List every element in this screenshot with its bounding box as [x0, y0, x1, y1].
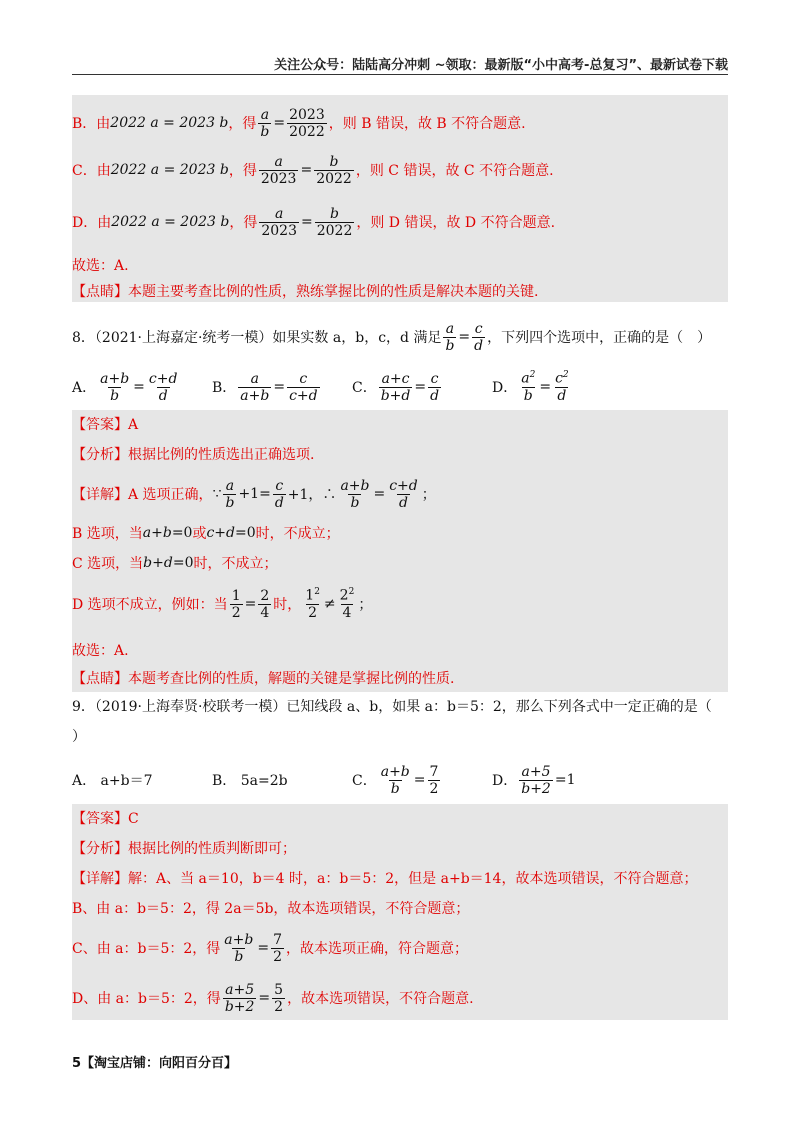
- header-rule: [72, 74, 728, 75]
- q9-d-line: D、由 a：b＝5：2，得 $\frac{a+5}{b+2}$ = $\frac{5}{2}$ ，故本选项错误，不符合题意.: [72, 981, 474, 1015]
- q8-stem: 8．（2021·上海嘉定·统考一模）如果实数 a，b，c，d 满足 $\frac{a}{b}$ = $\frac{c}{d}$ ，下列四个选项中，正确的是（ ）: [72, 320, 712, 354]
- q8-analysis: 【分析】根据比例的性质选出正确选项.: [72, 447, 315, 463]
- q8-option-b: B． $\frac{a}{a+b}$ = $\frac{c}{c+d}$: [212, 370, 318, 404]
- q9-option-d: D． $\frac{a+5}{b+2}$ =1: [492, 763, 576, 797]
- q8-option-a: A． $\frac{a+b}{b}$ = $\frac{c+d}{d}$: [72, 370, 178, 404]
- q8-c-line: C 选项，当 b+d=0 时，不成立；: [72, 555, 278, 572]
- q8-d-line: D 选项不成立，例如：当 $\frac{1}{2}$ = $\frac{2}{4}$ 时， $\frac{1^2}{2}$ ≠ $\frac{2^2}{4}$ ；: [72, 587, 373, 621]
- q8-choice: 故选：A.: [72, 643, 129, 659]
- q7-solution-block: [72, 95, 728, 302]
- q8-comment: 【点睛】本题考查比例的性质，解题的关键是掌握比例的性质.: [72, 671, 455, 687]
- q9-b-line: B、由 a：b＝5：2，得 2a＝5b，故本选项错误，不符合题意；: [72, 901, 470, 917]
- q9-option-b: B． 5a=2b: [212, 773, 288, 789]
- q9-analysis: 【分析】根据比例的性质判断即可；: [72, 841, 296, 857]
- page-footer: 5【淘宝店铺：向阳百分百】: [72, 1056, 238, 1071]
- q9-stem-line2: ）: [72, 729, 86, 745]
- q7-option-d-analysis: D．由 2022 a = 2023 b ，得 $\frac{a}{2023}$ = $\frac{b}{2022}$ ，则 D 错误，故 D 不符合题意.: [72, 205, 556, 239]
- page-header: 关注公众号：陆陆高分冲刺 ~领取：最新版“小中高考-总复习”、最新试卷下载: [274, 58, 728, 73]
- q9-option-a: A． a+b＝7: [72, 773, 153, 789]
- q7-option-b-analysis: B．由 2022 a = 2023 b ，得 $\frac{a}{b}$ = $\frac{2023}{2022}$ ，则 B 错误，故 B 不符合题意.: [72, 106, 526, 140]
- q8-detail: 【详解】A 选项正确， ∵ $\frac{a}{b}$ +1= $\frac{c}{d}$ +1，∴ $\frac{a+b}{b}$ = $\frac{c+d}{d}$ ；: [72, 477, 436, 511]
- q8-b-line: B 选项，当 a+b=0 或 c+d=0 时，不成立；: [72, 525, 340, 542]
- q9-detail: 【详解】解：A、当 a＝10，b＝4 时，a：b＝5：2，但是 a+b＝14，故本选项错误，不符合题意；: [72, 871, 698, 887]
- q7-choice: 故选：A.: [72, 258, 129, 274]
- q9-solution-block: [72, 804, 728, 1020]
- q8-option-c: C． $\frac{a+c}{b+d}$ = $\frac{c}{d}$: [352, 370, 440, 404]
- q9-c-line: C、由 a：b＝5：2，得 $\frac{a+b}{b}$ = $\frac{7}{2}$ ，故本选项正确，符合题意；: [72, 931, 468, 965]
- q7-option-c-analysis: C．由 2022 a = 2023 b ，得 $\frac{a}{2023}$ = $\frac{b}{2022}$ ，则 C 错误，故 C 不符合题意.: [72, 153, 554, 187]
- q9-option-c: C． $\frac{a+b}{b}$ = $\frac{7}{2}$: [352, 763, 439, 797]
- q8-solution-block: [72, 410, 728, 692]
- q9-question: [72, 696, 728, 804]
- q7-comment: 【点睛】本题主要考查比例的性质，熟练掌握比例的性质是解决本题的关键.: [72, 284, 539, 300]
- q8-answer: 【答案】A: [72, 417, 139, 433]
- q9-answer: 【答案】C: [72, 811, 139, 827]
- q8-option-d: D． $\frac{a^2}{b}$ = $\frac{c^2}{d}$: [492, 370, 569, 404]
- q9-stem-line1: 9．（2019·上海奉贤·校联考一模）已知线段 a、b，如果 a：b＝5：2，那么下列各式中一定正确的是（: [72, 699, 712, 715]
- q8-question: [72, 315, 728, 410]
